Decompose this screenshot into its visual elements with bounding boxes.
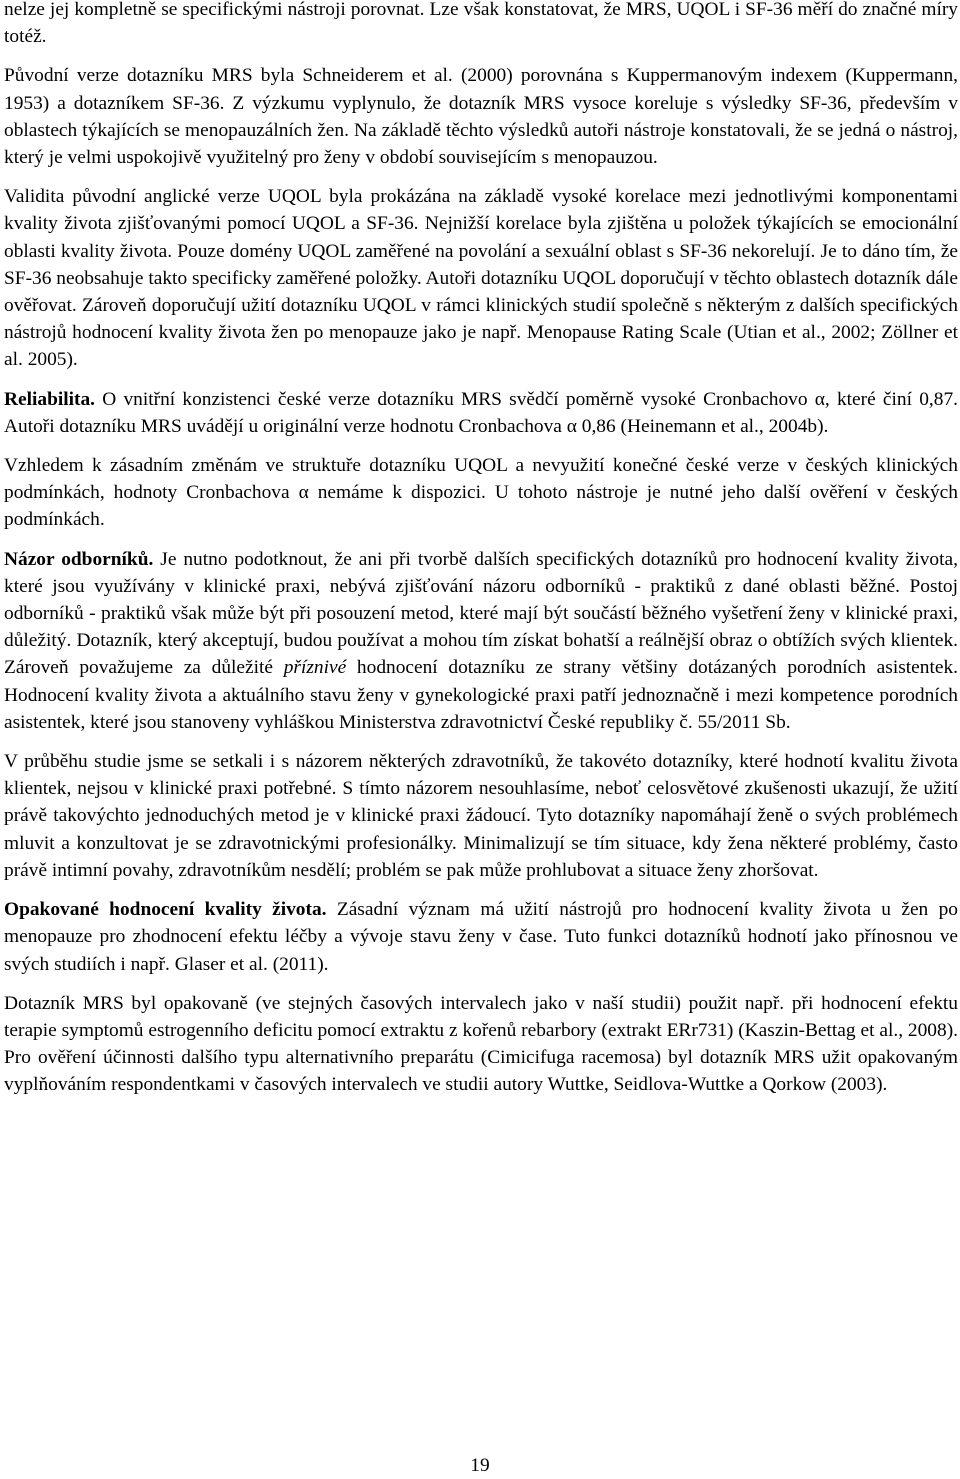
paragraph-mrs-uqol-comparison [4, 0, 958, 50]
paragraph-uqol-structure-changes [4, 452, 958, 534]
page-number: 19 [470, 1455, 490, 1476]
paragraph-expert-opinion [4, 546, 958, 736]
paragraph-text: Validita původní anglické verze UQOL byla prokázána na základě vysoké korelace mezi jednotlivými komponentami kvality života zjišťovanými pomocí UQOL a SF-36. Nejnižší korelace byla zjištěna u položek týkajících se emocionální oblasti kvality života. Pouze domény UQOL zaměřené na povolání a sexuální oblast s SF-36 nekorelují. Je to dáno tím, že SF-36 neobsahuje takto specificky zaměřené položky. Autoři dotazníku UQOL doporučují v těchto oblastech dotazník dále ověřovat. Zároveň doporučují užití dotazníku UQOL v rámci klinických studií společně s některým z dalších specifických nástrojů hodnocení kvality života žen po menopauze jako je např. Menopause Rating Scale (Utian et al., 2002; Zöllner et al. 2005). [4, 186, 958, 371]
paragraph-text: Zásadní význam má užití nástrojů pro hodnocení kvality života u žen po menopauze pro zhodnocení efektu léčby a vývoje stavu ženy v čase. Tuto funkci dotazníků hodnotí jako přínosnou ve svých studiích i např. Glaser et al. (2011). [4, 899, 958, 975]
paragraph-mrs-original-version [4, 62, 958, 171]
section-heading-reliability: Reliabilita. [4, 388, 96, 410]
paragraph-uqol-validity [4, 183, 958, 373]
paragraph-text: O vnitřní konzistenci české verze dotazníku MRS svědčí poměrně vysoké Cronbachovo α, které činí 0,87. Autoři dotazníku MRS uvádějí u originální verze hodnotu Cronbachova α 0,86 (Heinemann et al., 2004b). [4, 388, 958, 437]
section-heading-expert-opinion: Názor odborníků. [4, 548, 154, 570]
paragraph-text: Vzhledem k zásadním změnám ve struktuře dotazníku UQOL a nevyužití konečné české verze v českých klinických podmínkách, hodnoty Cronbachova α nemáme k dispozici. U tohoto nástroje je nutné jeho další ověření v českých podmínkách. [4, 455, 958, 531]
paragraph-text: nelze jej kompletně se specifickými nástroji porovnat. Lze však konstatovat, že MRS, UQOL i SF-36 měří do značné míry totéž. [4, 0, 958, 48]
paragraph-mrs-repeated-use [4, 990, 958, 1099]
paragraph-text: Je nutno podotknout, že ani při tvorbě dalších specifických dotazníků pro hodnocení kvality života, které jsou využívány v klinické praxi, nebývá zjišťování názoru odborníků - praktiků z dané oblasti běžné. Postoj odborníků - praktiků však může být při posouzení metod, které mají být součástí běžného vyšetření ženy v klinické praxi, důležitý. Dotazník, který akceptují, budou používat a mohou tím získat bohatší a reálnější obraz o obtížích svých klientek. Zároveň považujeme za důležité [4, 548, 958, 679]
section-heading-repeated-assessment: Opakované hodnocení kvality života. [4, 899, 327, 921]
paragraph-text: Původní verze dotazníku MRS byla Schneiderem et al. (2000) porovnána s Kuppermanovým indexem (Kuppermann, 1953) a dotazníkem SF-36. Z výzkumu vyplynulo, že dotazník MRS vysoce koreluje s výsledky SF-36, především v oblastech týkajících se menopauzálních žen. Na základě těchto výsledků autoři nástroje konstatovali, že se jedná o nástroj, který je velmi uspokojivě využitelný pro ženy v období souvisejícím s menopauzou. [4, 65, 958, 169]
paragraph-text: V průběhu studie jsme se setkali i s názorem některých zdravotníků, že takovéto dotazníky, které hodnotí kvalitu života klientek, nejsou v klinické praxi potřebné. S tímto názorem nesouhlasíme, neboť celosvětové zkušenosti ukazují, že užití právě takovýchto jednoduchých metod je v klinické praxi žádoucí. Tyto dotazníky napomáhají ženě o svých problémech mluvit a konzultovat je se zdravotnickými profesionálky. Minimalizují se tím situace, kdy žena některé problémy, často právě intimní povahy, zdravotníkům nesdělí; problém se pak může prohlubovat a situace ženy zhoršovat. [4, 751, 958, 881]
italic-emphasis: příznivé [283, 657, 347, 679]
document-page [4, 0, 958, 1099]
paragraph-health-workers-opinion [4, 748, 958, 884]
paragraph-text: hodnocení dotazníku ze strany většiny dotázaných porodních asistentek. Hodnocení kvality života a aktuálního stavu ženy v gynekologické praxi patří jednoznačně i mezi kompetence porodních asistentek, které jsou stanoveny vyhláškou Ministerstva zdravotnictví České republiky č. 55/2011 Sb. [4, 657, 958, 733]
paragraph-reliability [4, 386, 958, 440]
paragraph-text: Dotazník MRS byl opakovaně (ve stejných časových intervalech jako v naší studii) použit např. při hodnocení efektu terapie symptomů estrogenního deficitu pomocí extraktu z kořenů rebarbory (extrakt ERr731) (Kaszin-Bettag et al., 2008). Pro ověření účinnosti dalšího typu alternativního preparátu (Cimicifuga racemosa) byl dotazník MRS užit opakovaným vyplňováním respondentkami v časových intervalech ve studii autory Wuttke, Seidlova-Wuttke a Qorkow (2003). [4, 992, 958, 1096]
paragraph-repeated-assessment [4, 896, 958, 978]
